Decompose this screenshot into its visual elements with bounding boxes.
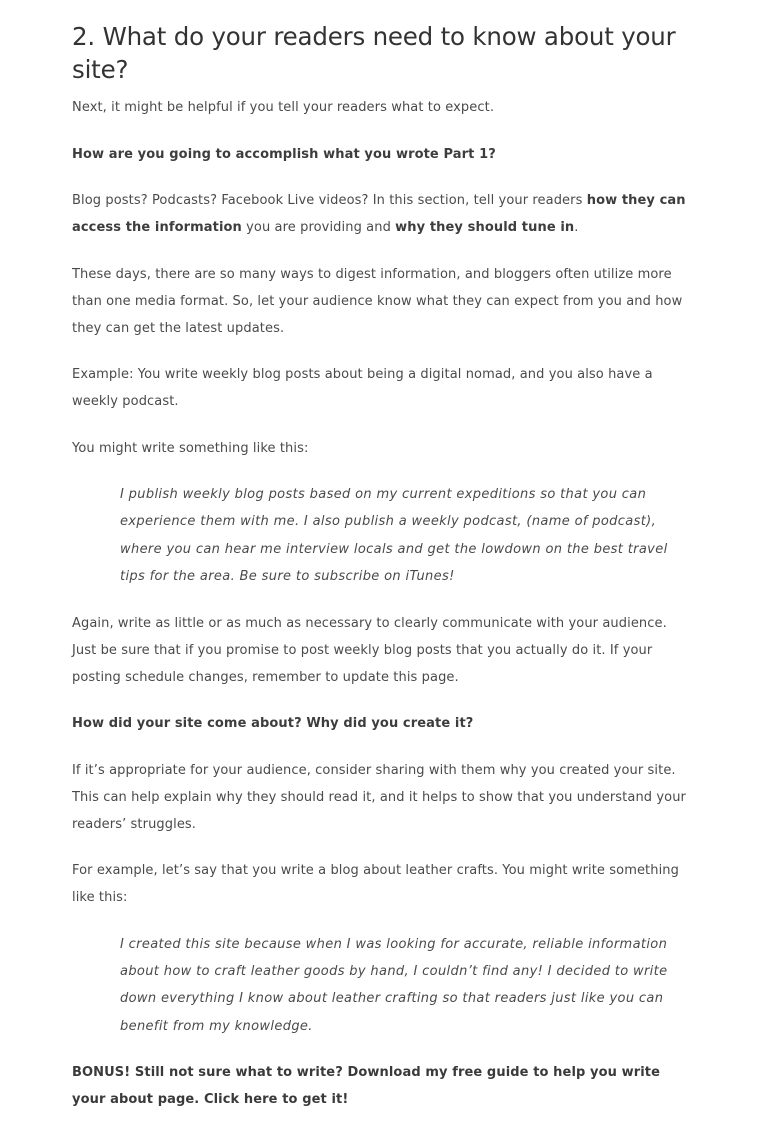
bonus-link[interactable]: BONUS! Still not sure what to write? Download my free guide to help you write your about page. Click here to get it! — [72, 1065, 661, 1108]
might-write-paragraph: You might write something like this: — [72, 440, 309, 456]
example-quote-travel: I publish weekly blog posts based on my current expeditions so that you can experience them with me. I also publish a weekly podcast, (name of podcast), where you can hear me interview locals and get the lowdown on the best travel tips for the area. Be sure to subscribe on iTunes! — [120, 487, 668, 584]
question-site-origin — [72, 710, 692, 737]
media-text-1: Blog posts? Podcasts? Facebook Live videos? In this section, tell your readers — [72, 193, 587, 208]
intro-paragraph: Next, it might be helpful if you tell your readers what to expect. — [72, 100, 495, 115]
question-site-origin-text: How did your site come about? Why did you create it? — [72, 716, 474, 732]
media-bold-access: how they can access the information — [72, 193, 686, 235]
media-text-3: . — [574, 220, 579, 235]
media-paragraph — [72, 187, 692, 241]
question-accomplish — [72, 141, 692, 168]
section-heading: 2. What do your readers need to know about your site? — [72, 22, 676, 84]
media-text-2: you are providing and — [241, 220, 396, 235]
example-paragraph: Example: You write weekly blog posts about being a digital nomad, and you also have a weekly podcast. — [72, 367, 653, 409]
for-example-paragraph: For example, let’s say that you write a blog about leather crafts. You might write something like this: — [72, 863, 679, 906]
example-quote-leather: I created this site because when I was looking for accurate, reliable information about how to craft leather goods by hand, I couldn’t find any! I decided to write down everything I know about leather crafting so that readers just like you can benefit from my knowledge. — [120, 936, 668, 1034]
these-days-paragraph: These days, there are so many ways to digest information, and bloggers often utilize more than one media format. So, let your audience know what they can expect from you and how they can get the latest updates. — [72, 266, 683, 336]
question-accomplish-text: How are you going to accomplish what you wrote Part 1? — [72, 146, 496, 162]
media-bold-tune-in: why they should tune in — [395, 220, 575, 235]
again-paragraph: Again, write as little or as much as necessary to clearly communicate with your audience. Just be sure that if you promise to post weekly blog posts that you actually do it. If your posting schedule changes, remember to update this page. — [72, 615, 667, 685]
appropriate-paragraph: If it’s appropriate for your audience, consider sharing with them why you created your site. This can help explain why they should read it, and it helps to show that you understand your readers’ struggles. — [72, 762, 686, 832]
